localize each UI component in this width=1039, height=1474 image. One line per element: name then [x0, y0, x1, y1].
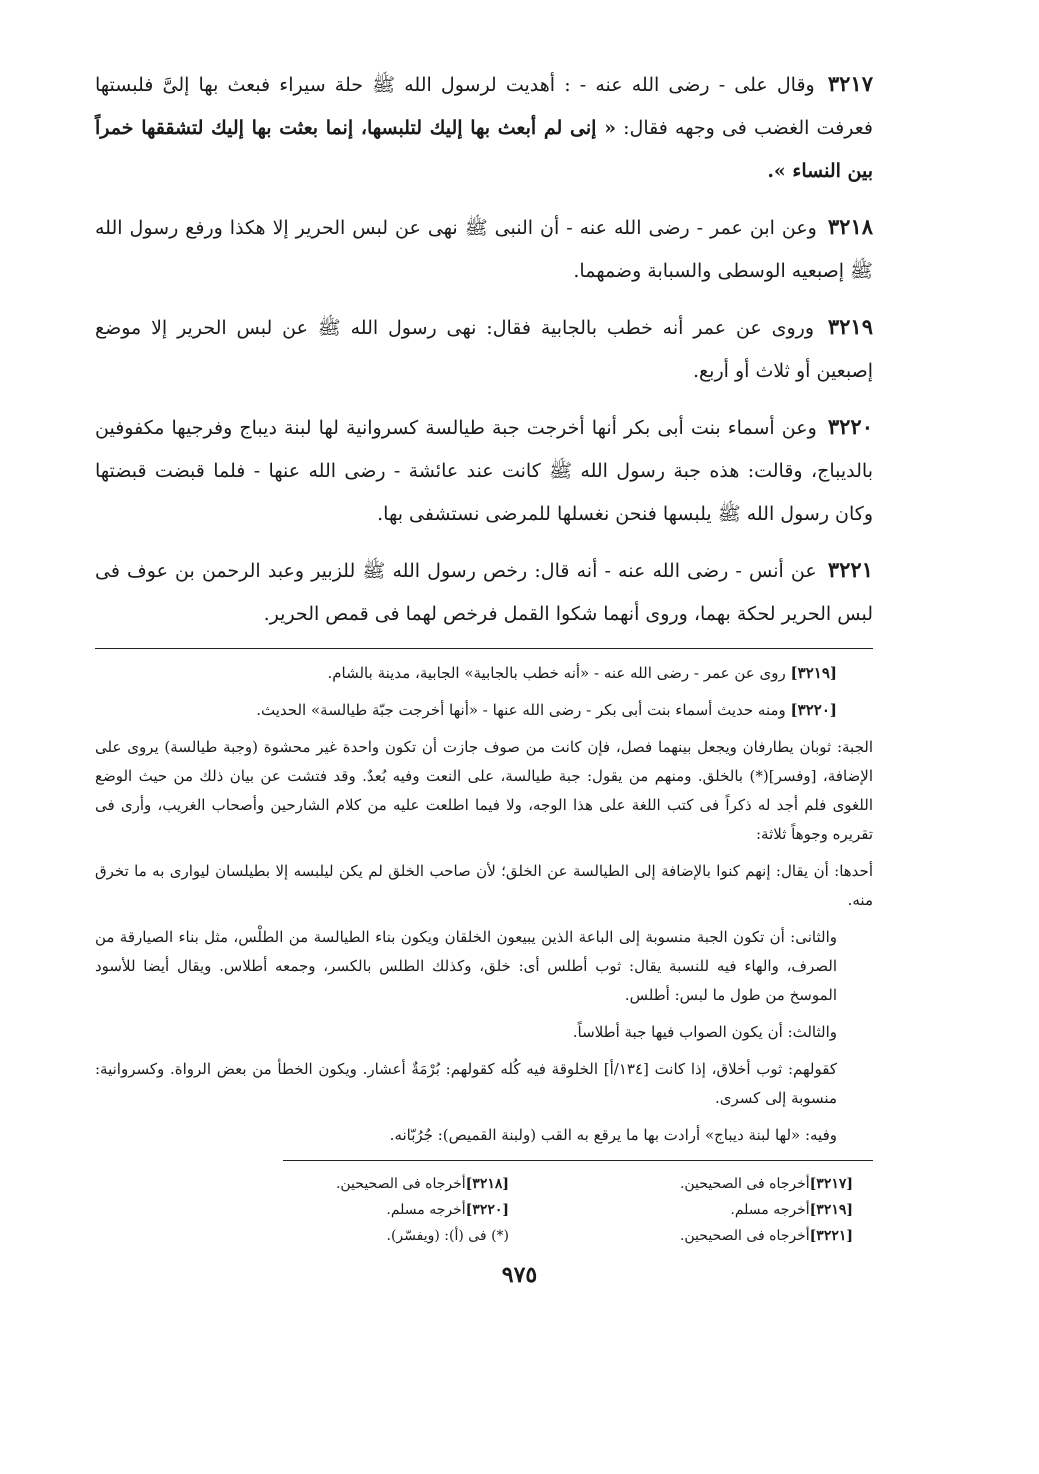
- hadith-number: ٣٢١٩: [827, 314, 873, 339]
- reference-item: [549, 1197, 853, 1223]
- reference-item: [549, 1171, 853, 1197]
- hadith-text: وعن أسماء بنت أبى بكر أنها أخرجت جبة طيالسة كسروانية لها لبنة ديباج وفرجيها مكفوفين بالديباج، وقالت: هذه جبة رسول الله ﷺ كانت عند عائشة - رضى الله عنها - فلما قبضت قبضتها وكان رسول الله ﷺ يلبسها فنحن نغسلها للمرضى نستشفى بها.: [95, 417, 873, 525]
- note-text: والثانى: أن تكون الجبة منسوبة إلى الباعة الذين يبيعون الخلقان ويكون بناء الطيالسة من الطلْس، مثل بناء الصيارقة من الصرف، والهاء فيه للنسبة يقال: ثوب أطلس أى: خلق، وكذلك الطلس بالكسر، وجمعه أطلاس. ويقال أيضا للأسود الموسخ من طول ما لبس: أطلس.: [95, 928, 837, 1004]
- note-paragraph: [95, 923, 873, 1010]
- reference-item: [205, 1223, 509, 1249]
- hadith-number: ٣٢١٨: [827, 214, 874, 239]
- hadith-text: وعن ابن عمر - رضى الله عنه - أن النبى ﷺ نهى عن لبس الحرير إلا هكذا ورفع رسول الله ﷺ إصبعيه الوسطى والسبابة وضمهما.: [95, 217, 873, 282]
- note-text: كقولهم: ثوب أخلاق، إذا كانت [١٣٤/أ] الخلوقة فيه كُله كقولهم: بُرْمَةٌ أعشار. ويكون الخطأ من بعض الرواة. وكسروانية: منسوبة إلى كسرى.: [95, 1060, 837, 1107]
- reference-text: أخرجاه فى الصحيحين.: [335, 1176, 466, 1192]
- footnote-divider: [283, 1160, 873, 1161]
- hadith-3221: [95, 548, 873, 636]
- hadith-number: ٣٢٢٠: [827, 414, 873, 439]
- reference-text: أخرجاه فى الصحيحين.: [679, 1176, 810, 1192]
- reference-text: أخرجاه فى الصحيحين.: [679, 1228, 810, 1244]
- reference-text: أخرجه مسلم.: [730, 1202, 810, 1218]
- note-text: روى عن عمر - رضى الله عنه - «أنه خطب بالجابية» الجابية، مدينة بالشام.: [327, 664, 786, 682]
- reference-number: [٣٢١٧]: [809, 1176, 853, 1192]
- reference-item: [205, 1171, 509, 1197]
- note-paragraph: [95, 733, 873, 849]
- note-text: الجبة: ثوبان يطارفان ويجعل بينهما فصل، فإن كانت من صوف جازت أن تكون واحدة غير محشوة (وجبة طيالسة) يروى على الإضافة، [وفسر](*) بالخلق. ومنهم من يقول: جبة طيالسة، على النعت وفيه بُعدٌ. وقد فتشت عن بيان ذلك من حيث الوضع اللغوى فلم أجد له ذكراً فى كتب اللغة على هذا الوجه، ولا فيما اطلعت عليه من كلام الشارحين وأصحاب الغريب، وأرى فى تقريره وجوهاً ثلاثة:: [95, 738, 873, 843]
- note-3219: [95, 659, 873, 688]
- hadith-number: ٣٢٢١: [827, 557, 873, 582]
- reference-item: [205, 1197, 509, 1223]
- page-body: [95, 62, 873, 1249]
- note-3220: [95, 696, 873, 725]
- note-text: ومنه حديث أسماء بنت أبى بكر - رضى الله عنها - «أنها أخرجت جبّة طيالسة» الحديث.: [256, 701, 786, 719]
- reference-item: [549, 1223, 853, 1249]
- note-paragraph: [95, 1121, 873, 1150]
- reference-text: أخرجه مسلم.: [386, 1202, 466, 1218]
- hadith-text: وروى عن عمر أنه خطب بالجابية فقال: نهى رسول الله ﷺ عن لبس الحرير إلا موضع إصبعين أو ثلاث أو أربع.: [95, 317, 873, 382]
- note-text: أحدها: أن يقال: إنهم كنوا بالإضافة إلى الطيالسة عن الخلق؛ لأن صاحب الخلق لم يكن ليلبسه إلا بطيلسان ليوارى به ما تخرق منه.: [95, 862, 873, 909]
- hadith-3219: [95, 305, 873, 393]
- note-text: وفيه: «لها لبنة ديباج» أرادت بها ما يرقع به القب (ولبنة القميص): جُرُبّانه.: [389, 1126, 837, 1144]
- references: [95, 1171, 873, 1249]
- note-number: [٣٢١٩]: [790, 664, 837, 682]
- hadith-3217: [95, 62, 873, 193]
- reference-number: [٣٢١٩]: [809, 1202, 853, 1218]
- hadith-quote: « إنى لم أبعث بها إليك لتلبسها، إنما بعثت بها إليك لتشققها خمراً بين النساء ».: [95, 117, 873, 182]
- note-paragraph: [95, 857, 873, 915]
- reference-number: [٣٢٢١]: [809, 1228, 853, 1244]
- reference-number: [٣٢١٨]: [465, 1176, 509, 1192]
- hadith-3218: [95, 205, 873, 293]
- section-divider: [95, 648, 873, 649]
- hadith-text: وقال على - رضى الله عنه - : أهديت لرسول الله ﷺ حلة سيراء فبعث بها إلىَّ فلبستها فعرفت الغضب فى وجهه فقال:: [95, 74, 873, 139]
- note-paragraph: [95, 1018, 873, 1047]
- note-text: والثالث: أن يكون الصواب فيها جبة أطلاساً.: [572, 1023, 837, 1041]
- hadith-text: عن أنس - رضى الله عنه - أنه قال: رخص رسول الله ﷺ للزبير وعبد الرحمن بن عوف فى لبس الحرير لحكة بهما، وروى أنهما شكوا القمل فرخص لهما فى قمص الحرير.: [95, 560, 873, 625]
- hadith-number: ٣٢١٧: [827, 71, 873, 96]
- page-number: ٩٧٥: [501, 1262, 538, 1288]
- note-paragraph: [95, 1055, 873, 1113]
- reference-number: [٣٢٢٠]: [465, 1202, 509, 1218]
- reference-text: (*) فى (أ): (ويفسّر).: [386, 1228, 509, 1244]
- hadith-3220: [95, 405, 873, 536]
- note-number: [٣٢٢٠]: [790, 701, 837, 719]
